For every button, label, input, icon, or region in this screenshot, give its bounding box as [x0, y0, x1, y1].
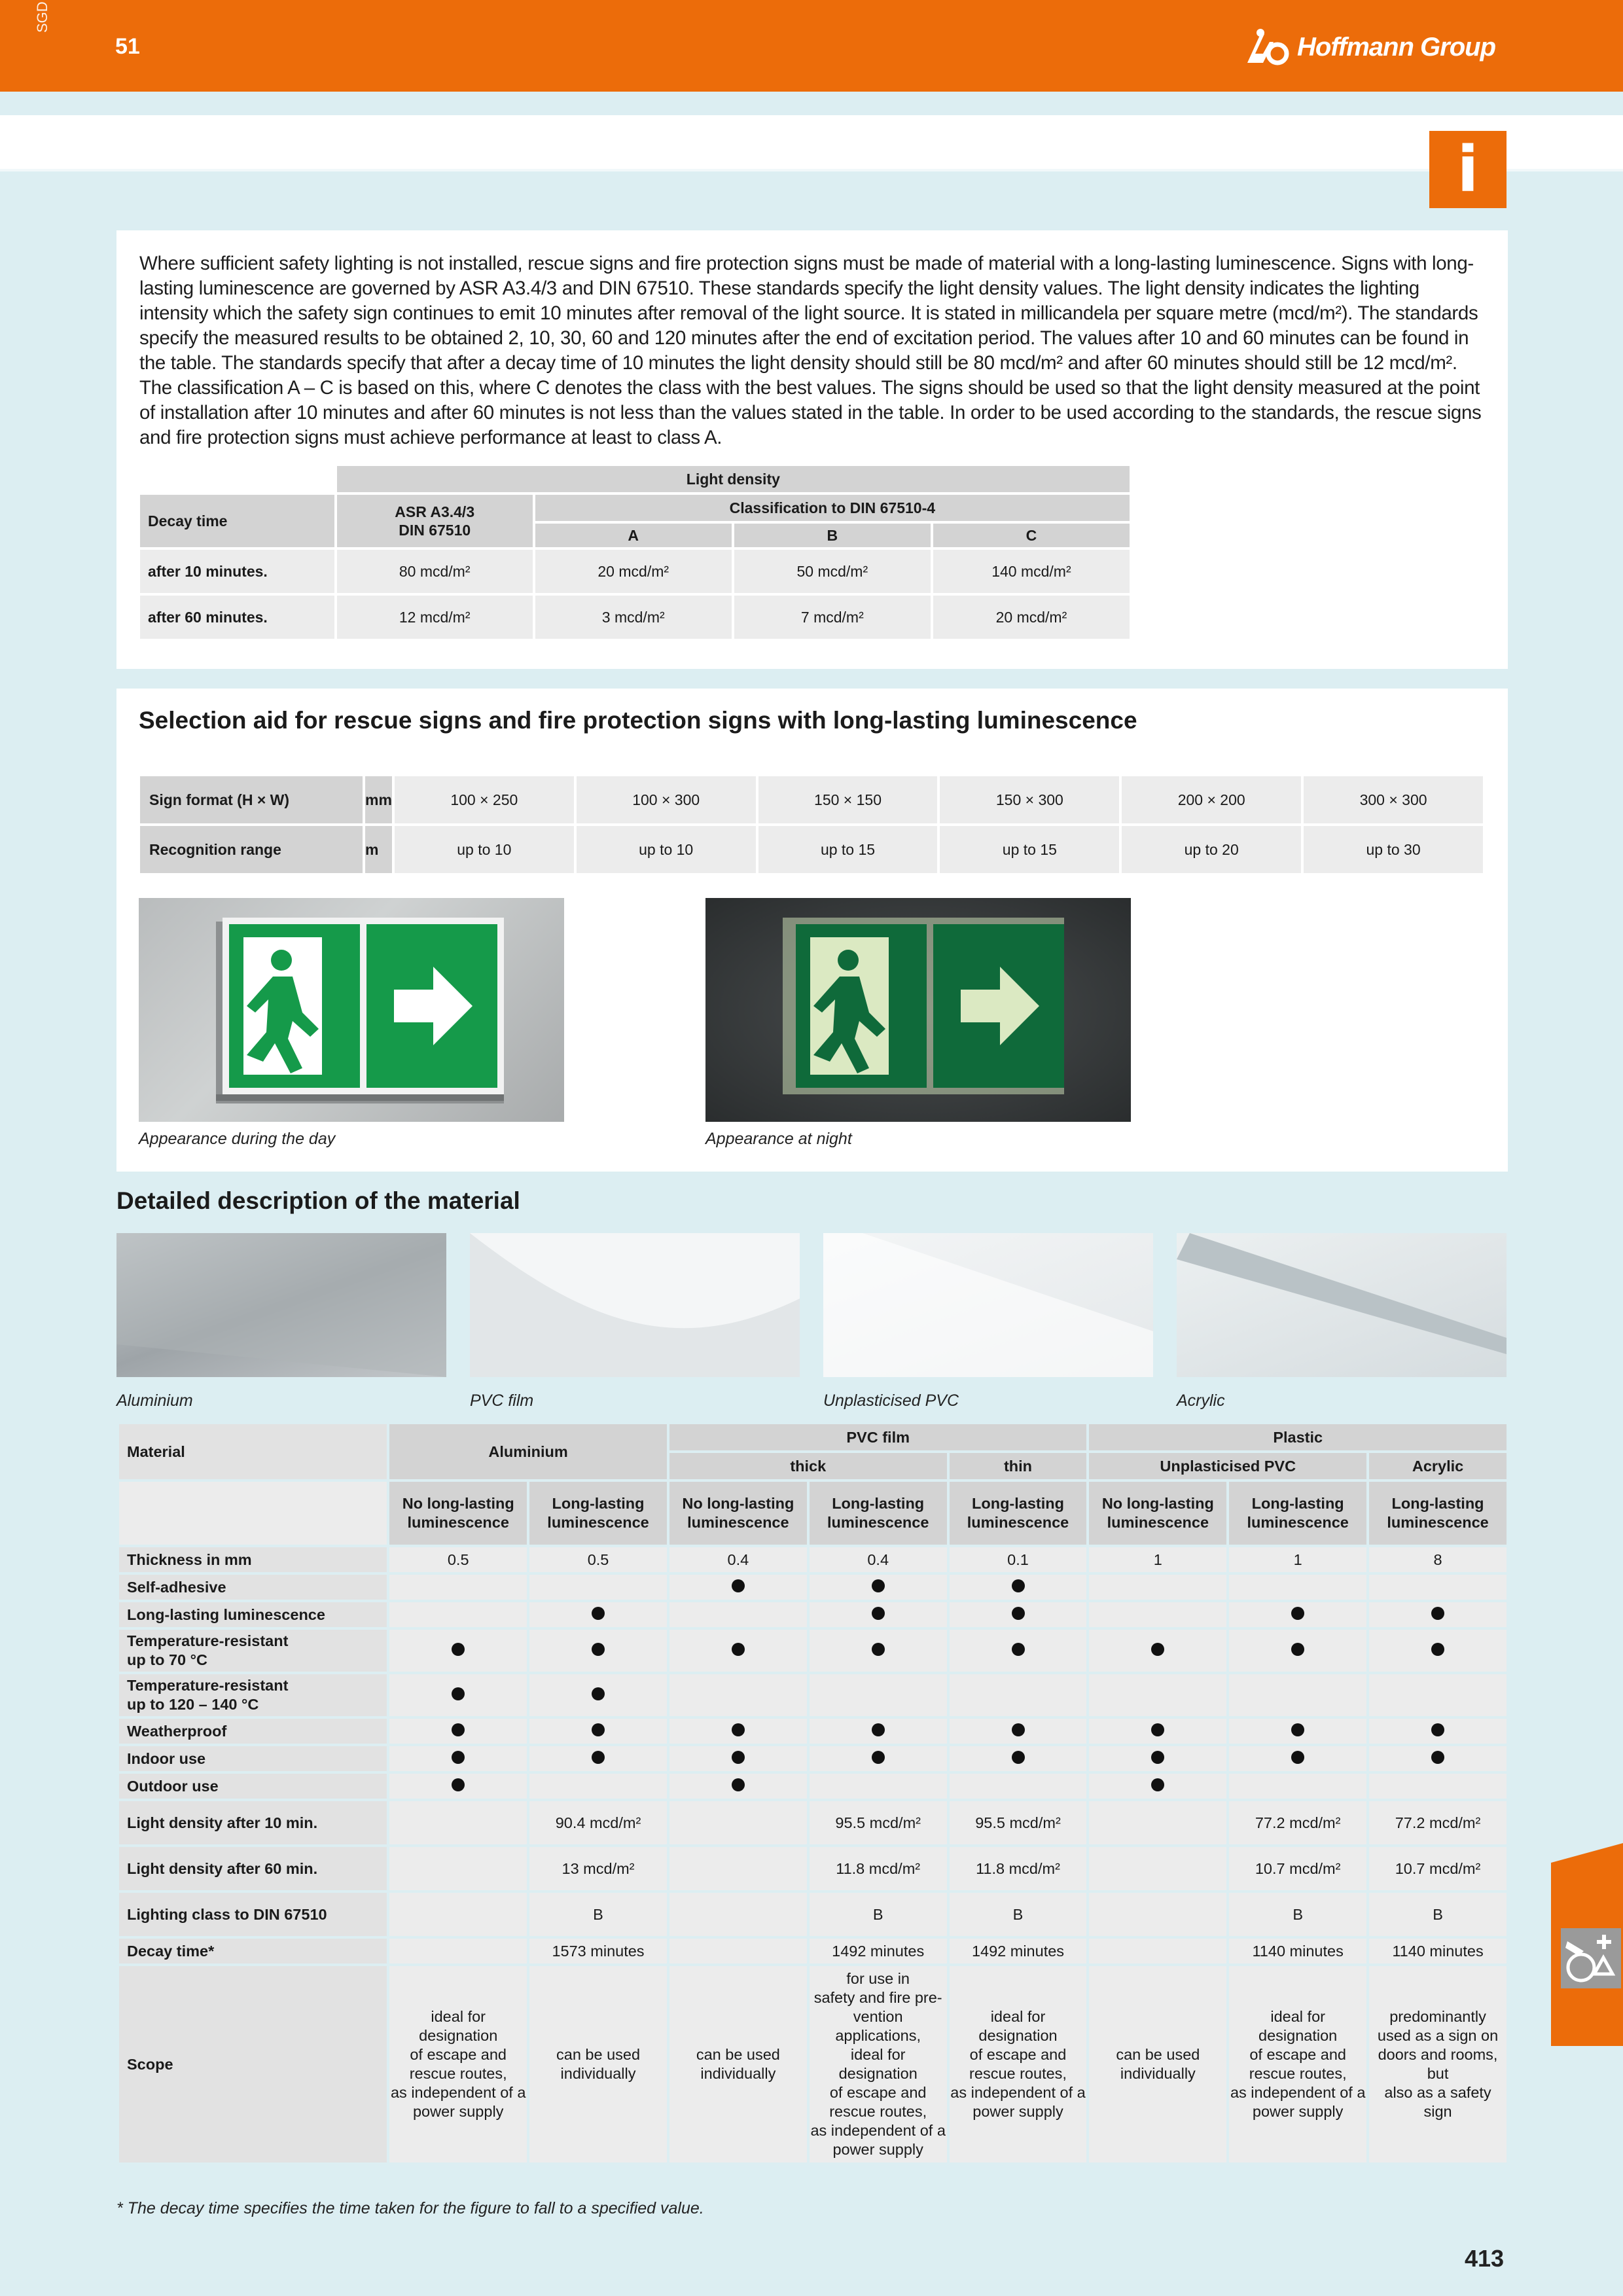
bullet-cell [1089, 1630, 1226, 1672]
luminescence-col-header: No long-lasting luminescence [669, 1482, 807, 1545]
bullet-dot-icon [452, 1723, 465, 1736]
luminescence-col-header: Long-lasting luminescence [1229, 1482, 1366, 1545]
thick-header: thick [669, 1453, 947, 1479]
table-cell: up to 10 [577, 826, 756, 873]
table-cell: 100 × 300 [577, 776, 756, 823]
table-cell: 10.7 mcd/m² [1369, 1847, 1507, 1890]
table-row-label: Weatherproof [119, 1719, 387, 1744]
table-cell: 3 mcd/m² [535, 596, 732, 639]
table-cell [810, 1674, 947, 1716]
brand-logo [1243, 26, 1495, 68]
table-cell: 0.1 [950, 1547, 1087, 1572]
bullet-cell [529, 1630, 667, 1672]
table-cell [389, 1939, 527, 1964]
table-cell: up to 20 [1122, 826, 1301, 873]
class-b-header: B [734, 524, 931, 547]
bullet-cell [389, 1746, 527, 1771]
unplasticised-header: Unplasticised PVC [1089, 1453, 1366, 1479]
table-cell: 1140 minutes [1229, 1939, 1366, 1964]
bullet-cell [669, 1746, 807, 1771]
table-cell: 12 mcd/m² [337, 596, 533, 639]
table-cell [669, 1674, 807, 1716]
table-cell [529, 1774, 667, 1799]
table-row-label: Thickness in mm [119, 1547, 387, 1572]
bullet-cell [669, 1774, 807, 1799]
table-cell [1369, 1674, 1507, 1716]
footnote: * The decay time specifies the time taken for the figure to fall to a specified value. [116, 2199, 704, 2217]
table-cell [1089, 1893, 1226, 1936]
table-cell: 11.8 mcd/m² [950, 1847, 1087, 1890]
unit-label: m [365, 826, 392, 873]
table-cell: 150 × 150 [758, 776, 938, 823]
thin-header: thin [950, 1453, 1087, 1479]
material-photo-acrylic [1177, 1233, 1507, 1377]
bullet-dot-icon [872, 1723, 885, 1736]
table-cell: 200 × 200 [1122, 776, 1301, 823]
table-cell [669, 1847, 807, 1890]
table-cell [389, 1602, 527, 1627]
material-section-title: Detailed description of the material [116, 1187, 520, 1214]
table-cell: up to 15 [758, 826, 938, 873]
recognition-range-label: Recognition range [140, 826, 363, 873]
table-cell: 95.5 mcd/m² [810, 1801, 947, 1844]
material-photo-unplasticised-pvc [823, 1233, 1153, 1377]
table-cell [1089, 1801, 1226, 1844]
table-cell: 77.2 mcd/m² [1229, 1801, 1366, 1844]
bullet-dot-icon [592, 1751, 605, 1764]
table-cell: 150 × 300 [940, 776, 1119, 823]
table-cell: 0.4 [669, 1547, 807, 1572]
table-cell: 50 mcd/m² [734, 550, 931, 593]
luminescence-col-header: Long-lasting luminescence [529, 1482, 667, 1545]
sign-photo-night [705, 898, 1131, 1122]
material-header: Material [119, 1424, 387, 1479]
bullet-dot-icon [1012, 1643, 1025, 1656]
table-cell [1369, 1774, 1507, 1799]
bullet-cell [1369, 1602, 1507, 1627]
bullet-dot-icon [452, 1687, 465, 1700]
table-cell: 300 × 300 [1304, 776, 1483, 823]
exit-sign-night-icon [705, 898, 1131, 1122]
table-cell: B [810, 1893, 947, 1936]
bullet-cell [389, 1719, 527, 1744]
table-row-label: Self-adhesive [119, 1575, 387, 1600]
blank-cell [119, 1482, 387, 1545]
bullet-dot-icon [872, 1579, 885, 1592]
brand-name: Hoffmann Group [1297, 32, 1496, 62]
table-cell [1089, 1939, 1226, 1964]
table-cell: 140 mcd/m² [933, 550, 1130, 593]
table-cell [529, 1575, 667, 1600]
bullet-dot-icon [1151, 1643, 1164, 1656]
table-cell: ideal for designation of escape and rescue routes, as independent of a power supply [1229, 1966, 1366, 2162]
bullet-dot-icon [452, 1751, 465, 1764]
bullet-dot-icon [1291, 1643, 1304, 1656]
table-row-label: Temperature-resistant up to 120 – 140 °C [119, 1674, 387, 1716]
bullet-cell [950, 1575, 1087, 1600]
table-cell: 1 [1089, 1547, 1226, 1572]
bullet-cell [950, 1602, 1087, 1627]
luminescence-col-header: No long-lasting luminescence [1089, 1482, 1226, 1545]
bullet-cell [1369, 1746, 1507, 1771]
caption-day: Appearance during the day [139, 1130, 336, 1148]
table-cell [1089, 1674, 1226, 1716]
bullet-dot-icon [452, 1778, 465, 1791]
table-cell: 1140 minutes [1369, 1939, 1507, 1964]
decay-time-header: Decay time [140, 495, 334, 547]
pvc-film-header: PVC film [669, 1424, 1086, 1450]
bullet-cell [1089, 1719, 1226, 1744]
bullet-cell [810, 1575, 947, 1600]
bullet-dot-icon [1012, 1751, 1025, 1764]
light-density-table [137, 463, 1132, 641]
classification-header: Classification to DIN 67510-4 [535, 495, 1130, 521]
bullet-dot-icon [872, 1643, 885, 1656]
table-cell: B [529, 1893, 667, 1936]
bullet-dot-icon [1291, 1723, 1304, 1736]
bullet-cell [1229, 1630, 1366, 1672]
table-cell: can be used individually [669, 1966, 807, 2162]
table-cell: 80 mcd/m² [337, 550, 533, 593]
bullet-cell [1369, 1719, 1507, 1744]
material-photo-aluminium [116, 1233, 446, 1377]
asr-header: ASR A3.4/3 DIN 67510 [337, 495, 533, 547]
table-row-label: after 60 minutes. [140, 596, 334, 639]
bullet-dot-icon [872, 1607, 885, 1620]
page-number-top: 51 [115, 34, 140, 59]
table-cell [950, 1674, 1087, 1716]
bullet-cell [529, 1674, 667, 1716]
table-cell [1229, 1774, 1366, 1799]
caption-pvc-film: PVC film [470, 1391, 534, 1410]
table-cell [1229, 1674, 1366, 1716]
bullet-cell [950, 1719, 1087, 1744]
unplasticised-pvc-sheet-icon [823, 1233, 1153, 1377]
bullet-cell [1229, 1719, 1366, 1744]
table-cell: 90.4 mcd/m² [529, 1801, 667, 1844]
table-row-label: after 10 minutes. [140, 550, 334, 593]
table-cell: can be used individually [529, 1966, 667, 2162]
table-cell: 0.5 [389, 1547, 527, 1572]
acrylic-sheet-icon [1177, 1233, 1507, 1377]
table-cell [669, 1602, 807, 1627]
bullet-dot-icon [592, 1643, 605, 1656]
bullet-dot-icon [872, 1751, 885, 1764]
table-cell [1369, 1575, 1507, 1600]
table-cell: can be used individually [1089, 1966, 1226, 2162]
header-strip [0, 115, 1623, 169]
table-cell: 77.2 mcd/m² [1369, 1801, 1507, 1844]
table-cell [389, 1893, 527, 1936]
table-cell: 0.5 [529, 1547, 667, 1572]
table-cell [389, 1575, 527, 1600]
bullet-dot-icon [732, 1643, 745, 1656]
table-row-label: Scope [119, 1966, 387, 2162]
table-row-label: Light density after 60 min. [119, 1847, 387, 1890]
table-cell: 100 × 250 [395, 776, 574, 823]
material-photo-pvc-film [470, 1233, 800, 1377]
table-row-label: Long-lasting luminescence [119, 1602, 387, 1627]
exit-sign-day-icon [139, 898, 564, 1122]
table-cell: for use in safety and fire pre- vention applications, ideal for designation of escape and rescue routes, as independent of a power supply [810, 1966, 947, 2162]
table-cell: 20 mcd/m² [535, 550, 732, 593]
bullet-dot-icon [592, 1607, 605, 1620]
pvc-film-sheet-icon [470, 1233, 800, 1377]
bullet-cell [950, 1630, 1087, 1672]
unit-label: mm [365, 776, 392, 823]
divider-line [0, 169, 1623, 171]
table-cell: ideal for designation of escape and rescue routes, as independent of a power supply [389, 1966, 527, 2162]
bullet-dot-icon [1431, 1723, 1444, 1736]
class-c-header: C [933, 524, 1130, 547]
bullet-dot-icon [732, 1751, 745, 1764]
bullet-cell [529, 1719, 667, 1744]
table-cell: 20 mcd/m² [933, 596, 1130, 639]
light-density-title: Light density [337, 466, 1130, 492]
table-row-label: Indoor use [119, 1746, 387, 1771]
bullet-cell [669, 1630, 807, 1672]
side-code: SGD [34, 1, 50, 33]
table-cell [1089, 1847, 1226, 1890]
table-row-label: Decay time* [119, 1939, 387, 1964]
caption-acrylic: Acrylic [1177, 1391, 1225, 1410]
intro-paragraph: Where sufficient safety lighting is not installed, rescue signs and fire protection signs must be made of material with a long-lasting luminescence. Signs with long-lasting luminescence are governed by ASR A3.4/3 and DIN 67510. These standards specify the light density values. The light density indicates the lighting intensity which the safety sign continues to emit 10 minutes after removal of the light source. It is stated in millicandela per square metre (mcd/m²). The standards specify the measured results to be obtained 2, 10, 30, 60 and 120 minutes after the end of excitation period. The values after 10 and 60 minutes can be found in the table. The standards specify that after a decay time of 10 minutes the light density should still be 80 mcd/m² and after 60 minutes should still be 12 mcd/m². The classification A – C is based on this, where C denotes the class with the best values. The signs should be used so that the light density measured at the point of installation after 10 minutes and after 60 minutes is not less than the values stated in the table. In order to be used according to the standards, the rescue signs and fire protection signs must achieve performance at least to class A. [139, 253, 1482, 448]
table-cell: 10.7 mcd/m² [1229, 1847, 1366, 1890]
bullet-cell [389, 1630, 527, 1672]
sign-photo-day [139, 898, 564, 1122]
acrylic-header: Acrylic [1369, 1453, 1507, 1479]
table-row-label: Lighting class to DIN 67510 [119, 1893, 387, 1936]
bullet-dot-icon [732, 1579, 745, 1592]
table-cell: 0.4 [810, 1547, 947, 1572]
bullet-cell [1089, 1774, 1226, 1799]
bullet-dot-icon [452, 1643, 465, 1656]
table-row-label: Outdoor use [119, 1774, 387, 1799]
luminescence-col-header: Long-lasting luminescence [810, 1482, 947, 1545]
table-cell: up to 30 [1304, 826, 1483, 873]
bullet-dot-icon [1151, 1778, 1164, 1791]
bullet-cell [1369, 1630, 1507, 1672]
bullet-cell [810, 1630, 947, 1672]
table-row-label: Light density after 10 min. [119, 1801, 387, 1844]
luminescence-col-header: No long-lasting luminescence [389, 1482, 527, 1545]
bullet-dot-icon [1431, 1643, 1444, 1656]
table-cell [810, 1774, 947, 1799]
bullet-dot-icon [1012, 1607, 1025, 1620]
caption-unplasticised-pvc: Unplasticised PVC [823, 1391, 959, 1410]
table-cell: up to 10 [395, 826, 574, 873]
bullet-dot-icon [1431, 1607, 1444, 1620]
bullet-dot-icon [1151, 1723, 1164, 1736]
bullet-cell [1229, 1746, 1366, 1771]
caption-night: Appearance at night [705, 1130, 852, 1148]
bullet-cell [529, 1746, 667, 1771]
table-cell [1229, 1575, 1366, 1600]
table-cell [669, 1801, 807, 1844]
table-cell: 1573 minutes [529, 1939, 667, 1964]
page-number-bottom: 413 [1465, 2245, 1505, 2272]
selection-aid-title: Selection aid for rescue signs and fire protection signs with long-lasting luminescence [139, 707, 1137, 734]
table-cell: 11.8 mcd/m² [810, 1847, 947, 1890]
class-a-header: A [535, 524, 732, 547]
luminescence-col-header: Long-lasting luminescence [1369, 1482, 1507, 1545]
sign-format-label: Sign format (H × W) [140, 776, 363, 823]
bullet-cell [669, 1575, 807, 1600]
table-cell [950, 1774, 1087, 1799]
table-cell: 1492 minutes [950, 1939, 1087, 1964]
table-cell: 1492 minutes [810, 1939, 947, 1964]
table-cell: 95.5 mcd/m² [950, 1801, 1087, 1844]
table-cell: 7 mcd/m² [734, 596, 931, 639]
bullet-cell [950, 1746, 1087, 1771]
table-cell [1089, 1602, 1226, 1627]
bullet-cell [1089, 1746, 1226, 1771]
bullet-dot-icon [592, 1687, 605, 1700]
bullet-dot-icon [1012, 1723, 1025, 1736]
table-row-label: Temperature-resistant up to 70 °C [119, 1630, 387, 1672]
material-table [116, 1422, 1509, 2165]
bullet-dot-icon [592, 1723, 605, 1736]
table-cell: B [1369, 1893, 1507, 1936]
table-cell [669, 1893, 807, 1936]
bullet-cell [810, 1746, 947, 1771]
plastic-header: Plastic [1089, 1424, 1507, 1450]
bullet-cell [1229, 1602, 1366, 1627]
bullet-dot-icon [1431, 1751, 1444, 1764]
table-cell: B [1229, 1893, 1366, 1936]
bullet-dot-icon [732, 1723, 745, 1736]
hoffmann-logo-icon [1243, 27, 1289, 67]
bullet-dot-icon [1151, 1751, 1164, 1764]
table-cell: 13 mcd/m² [529, 1847, 667, 1890]
table-cell: 8 [1369, 1547, 1507, 1572]
bullet-dot-icon [1291, 1607, 1304, 1620]
bullet-cell [810, 1602, 947, 1627]
bullet-cell [529, 1602, 667, 1627]
table-cell [389, 1847, 527, 1890]
bullet-cell [669, 1719, 807, 1744]
table-cell [389, 1801, 527, 1844]
table-cell: 1 [1229, 1547, 1366, 1572]
table-cell: predominantly used as a sign on doors and rooms, but also as a safety sign [1369, 1966, 1507, 2162]
caption-aluminium: Aluminium [116, 1391, 193, 1410]
table-cell [1089, 1575, 1226, 1600]
table-cell: ideal for designation of escape and rescue routes, as independent of a power supply [950, 1966, 1087, 2162]
info-icon: i [1429, 131, 1507, 208]
selection-aid-table [137, 774, 1486, 876]
bullet-cell [389, 1774, 527, 1799]
table-cell: up to 15 [940, 826, 1119, 873]
aluminium-sheet-icon [116, 1233, 446, 1377]
bullet-cell [810, 1719, 947, 1744]
table-cell: B [950, 1893, 1087, 1936]
bullet-dot-icon [1291, 1751, 1304, 1764]
luminescence-col-header: Long-lasting luminescence [950, 1482, 1087, 1545]
bullet-dot-icon [732, 1778, 745, 1791]
safety-category-tab-icon [1538, 1843, 1623, 2046]
aluminium-header: Aluminium [389, 1424, 667, 1479]
bullet-dot-icon [1012, 1579, 1025, 1592]
bullet-cell [389, 1674, 527, 1716]
table-cell [669, 1939, 807, 1964]
